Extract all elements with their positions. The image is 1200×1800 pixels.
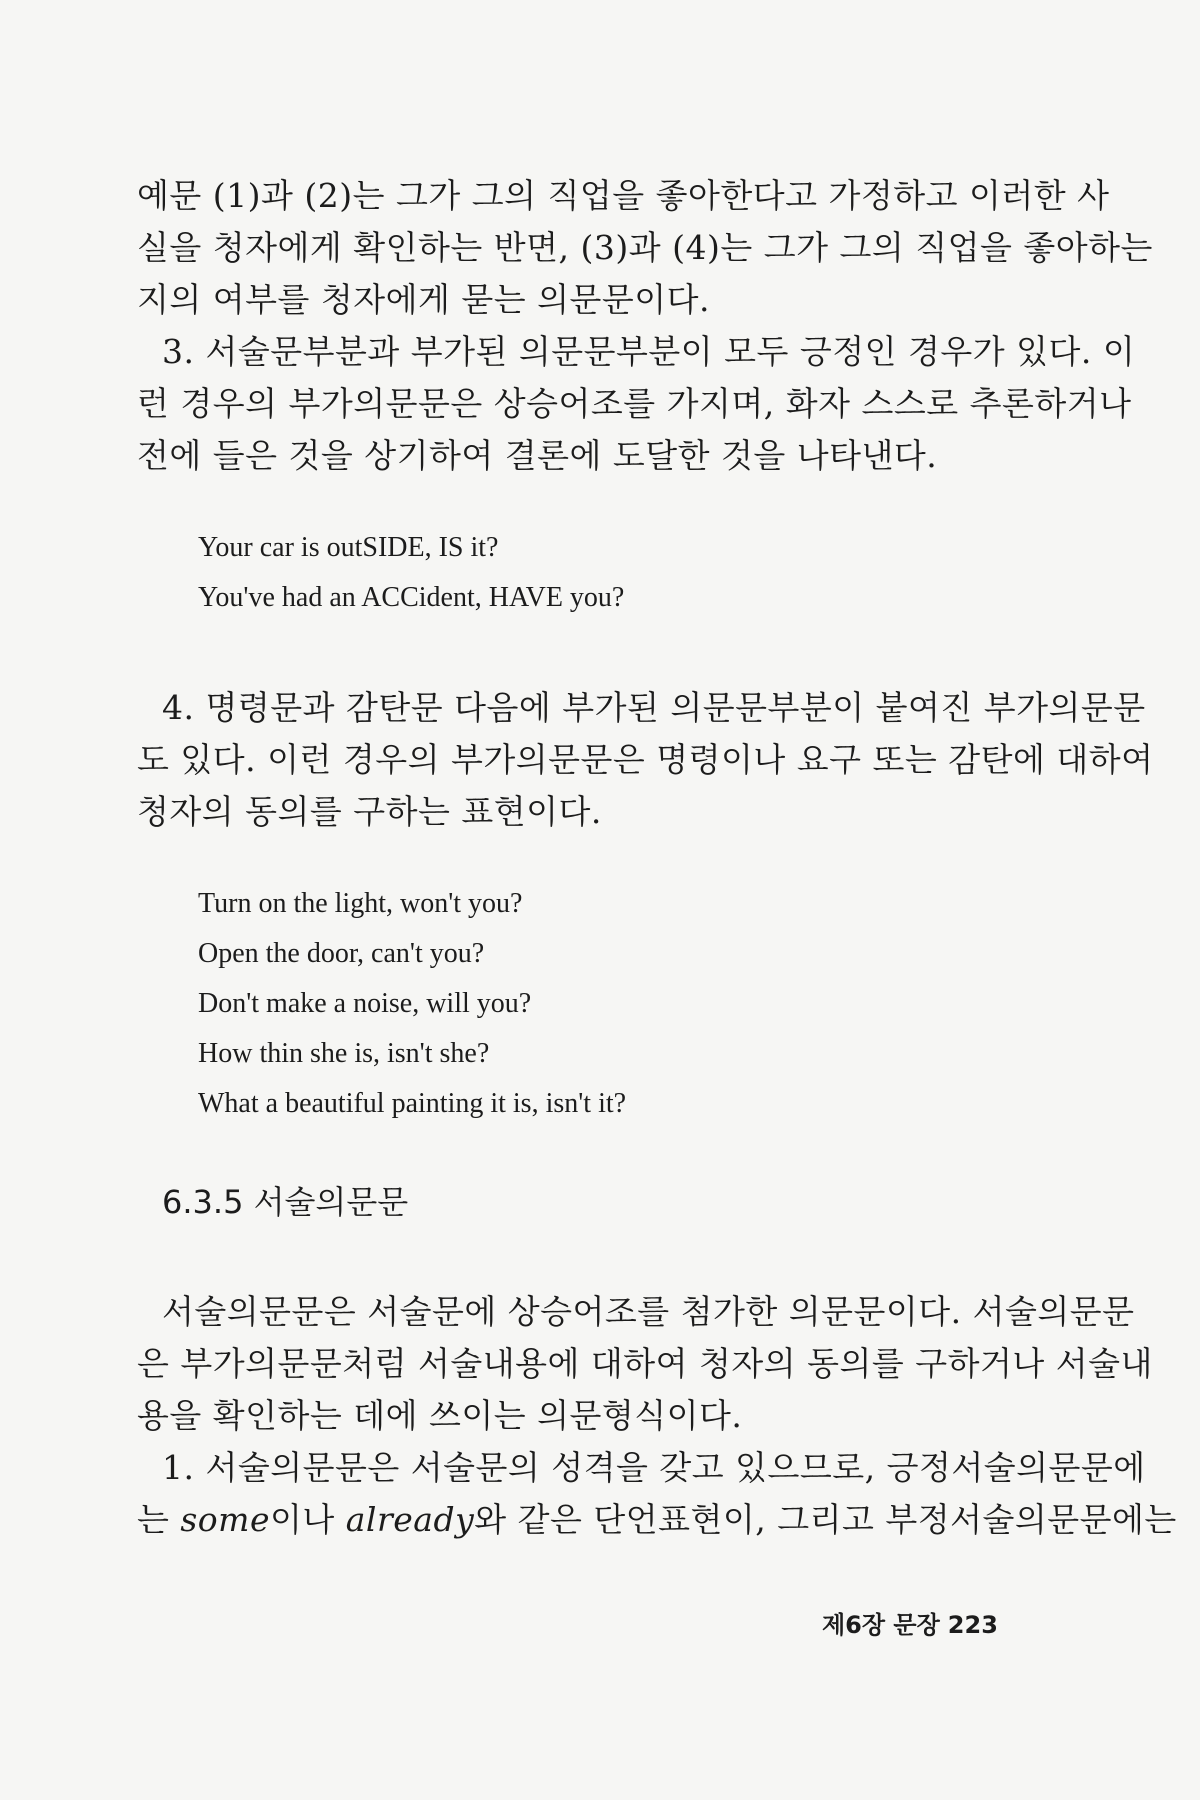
page-footer — [822, 1605, 998, 1645]
paragraph-line: 서술의문문은 서술문에 상승어조를 첨가한 의문문이다. 서술의문문 — [162, 1292, 1135, 1331]
text-segment: 이나 — [270, 1500, 346, 1539]
paragraph-line: 1. 서술의문문은 서술문의 성격을 갖고 있으므로, 긍정서술의문문에 — [162, 1448, 1146, 1487]
paragraph-line: 용을 확인하는 데에 쓰이는 의문형식이다. — [137, 1396, 743, 1435]
text-segment: 는 — [137, 1500, 181, 1539]
section-heading: 6.3.5 서술의문문 — [162, 1183, 409, 1221]
paragraph-line: 은 부가의문문처럼 서술내용에 대하여 청자의 동의를 구하거나 서술내 — [137, 1344, 1153, 1383]
example-sentence: Your car is outSIDE, IS it? — [198, 532, 499, 563]
italic-term: some — [180, 1500, 270, 1539]
paragraph-line: 전에 들은 것을 상기하여 결론에 도달한 것을 나타낸다. — [137, 436, 938, 475]
page-number: 223 — [947, 1611, 998, 1639]
example-sentence: What a beautiful painting it is, isn't it? — [198, 1088, 627, 1119]
paragraph-line — [137, 1494, 1177, 1546]
example-sentence: Open the door, can't you? — [198, 938, 485, 969]
paragraph-line: 지의 여부를 청자에게 묻는 의문문이다. — [137, 280, 710, 319]
example-sentence: How thin she is, isn't she? — [198, 1038, 490, 1069]
paragraph-line: 실을 청자에게 확인하는 반면, (3)과 (4)는 그가 그의 직업을 좋아하는 — [137, 228, 1153, 267]
paragraph-line: 런 경우의 부가의문문은 상승어조를 가지며, 화자 스스로 추론하거나 — [137, 384, 1132, 423]
example-sentence: Turn on the light, won't you? — [198, 888, 523, 919]
example-sentence: Don't make a noise, will you? — [198, 988, 532, 1019]
chapter-label: 제6장 문장 — [822, 1611, 940, 1639]
paragraph-line: 3. 서술문부분과 부가된 의문문부분이 모두 긍정인 경우가 있다. 이 — [162, 332, 1136, 371]
italic-term: already — [345, 1500, 475, 1539]
paragraph-line: 청자의 동의를 구하는 표현이다. — [137, 792, 602, 831]
text-segment: 와 같은 단언표현이, 그리고 부정서술의문문에는 — [474, 1500, 1177, 1539]
paragraph-line: 4. 명령문과 감탄문 다음에 부가된 의문문부분이 붙여진 부가의문문 — [162, 688, 1146, 727]
paragraph-line: 도 있다. 이런 경우의 부가의문문은 명령이나 요구 또는 감탄에 대하여 — [137, 740, 1154, 779]
example-sentence: You've had an ACCident, HAVE you? — [198, 582, 625, 613]
paragraph-line: 예문 (1)과 (2)는 그가 그의 직업을 좋아한다고 가정하고 이러한 사 — [137, 176, 1110, 215]
